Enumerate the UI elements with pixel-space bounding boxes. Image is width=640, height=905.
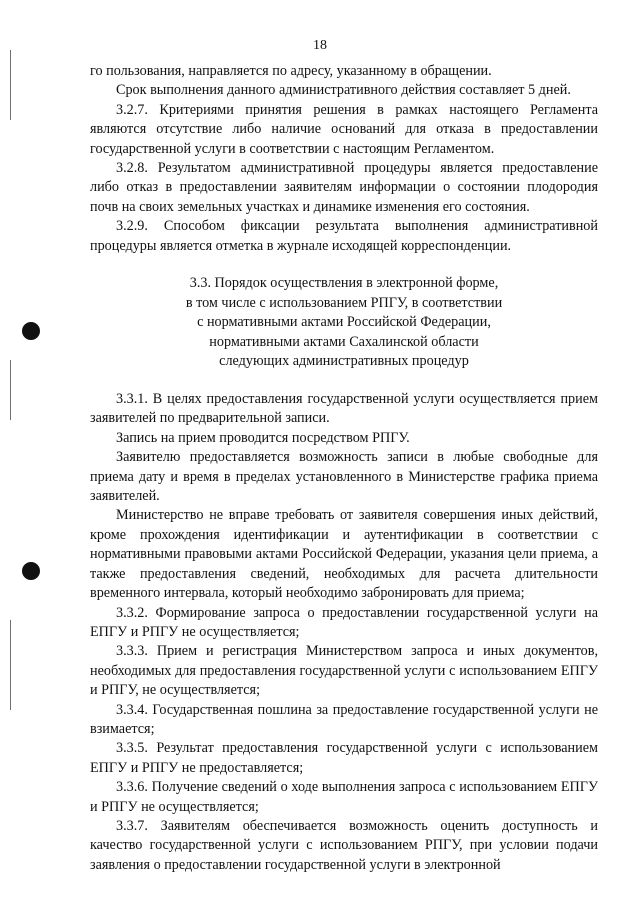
paragraph: 3.3.7. Заявителям обеспечивается возможность оценить доступность и качество государственной услуги с использованием РПГУ, при условии подачи заявления о предоставлении государственной услуги в электронной <box>90 817 598 873</box>
paragraph: 3.2.8. Результатом административной процедуры является предоставление либо отказ в предоставлении заявителям информации о состоянии плодородия почв на своих земельных участках и динамике изменения его состояния. <box>90 160 598 215</box>
section-heading <box>90 274 598 372</box>
paragraph: 3.3.2. Формирование запроса о предоставлении государственной услуги на ЕПГУ и РПГУ не осуществляется; <box>90 604 598 640</box>
punch-hole-bottom <box>22 562 40 580</box>
heading-line: 3.3. Порядок осуществления в электронной форме, <box>189 275 499 292</box>
paragraph: 3.2.9. Способом фиксации результата выполнения административной процедуры является отметка в журнале исходящей корреспонденции. <box>90 218 598 254</box>
paragraph: 3.3.4. Государственная пошлина за предоставление государственной услуги не взимается; <box>90 701 598 737</box>
punch-hole-top <box>22 322 40 340</box>
paragraph: 3.3.5. Результат предоставления государственной услуги с использованием ЕПГУ и РПГУ не предоставляется; <box>90 740 598 776</box>
heading-line: нормативными актами Сахалинской области <box>209 333 479 350</box>
paragraph: го пользования, направляется по адресу, указанному в обращении. <box>90 63 492 79</box>
paragraph: 3.3.3. Прием и регистрация Министерством запроса и иных документов, необходимых для предоставления государственной услуги с использованием ЕПГУ и РПГУ, не осуществляется; <box>90 643 598 699</box>
paragraph: Министерство не вправе требовать от заявителя совершения иных действий, кроме прохождения идентификации и аутентификации в соответствии с нормативными правовыми актами Российской Федерации, указания цели приема, а также предоставления сведений, необходимых для расчета длительности временного интервала, который необходимо забронировать для приема; <box>90 507 598 602</box>
paragraph: 3.2.7. Критериями принятия решения в рамках настоящего Регламента являются отсутствие либо наличие оснований для отказа в предоставлении государственной услуги в соответствии с настоящим Регламентом. <box>90 101 598 157</box>
paragraph: Запись на прием проводится посредством РПГУ. <box>116 429 410 446</box>
paragraph: Срок выполнения данного административного действия составляет 5 дней. <box>116 82 571 99</box>
heading-line: в том числе с использованием РПГУ, в соответствии <box>185 294 503 311</box>
page-number: 18 <box>313 38 327 53</box>
paragraph: 3.3.1. В целях предоставления государственной услуги осуществляется прием заявителей по предварительной записи. <box>90 391 598 427</box>
document-body <box>90 62 598 875</box>
heading-line: следующих административных процедур <box>219 353 469 370</box>
heading-line: с нормативными актами Российской Федерации, <box>197 314 491 331</box>
paragraph: 3.3.6. Получение сведений о ходе выполнения запроса с использованием ЕПГУ и РПГУ не осуществляется; <box>90 779 598 815</box>
paragraph: Заявителю предоставляется возможность записи в любые свободные для приема дату и время в пределах установленного в Министерстве графика приема заявителей. <box>90 449 598 505</box>
